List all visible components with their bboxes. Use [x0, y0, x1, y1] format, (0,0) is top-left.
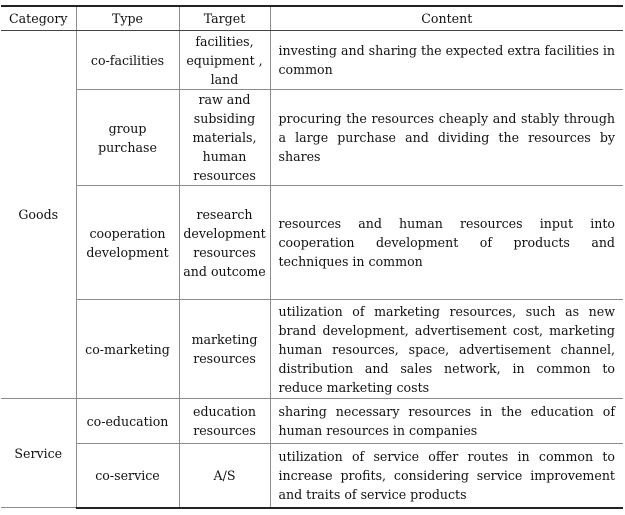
type-cell: cooperation development: [76, 186, 179, 300]
category-service: Service: [1, 399, 76, 508]
table-row: [1, 300, 623, 399]
table-row: [1, 399, 623, 444]
type-cell: group purchase: [76, 90, 179, 186]
content-cell: utilization of marketing resources, such as new brand development, advertisement cost, marketing human resources, space, advertisement channel, distribution and sales network, in common to reduce marketing costs: [270, 300, 623, 399]
target-cell: facilities, equipment , land: [179, 31, 270, 90]
cooperation-table: [1, 5, 623, 509]
type-cell: co-service: [76, 444, 179, 508]
table-row: [1, 186, 623, 300]
header-category: Category: [1, 6, 76, 31]
header-type: Type: [76, 6, 179, 31]
category-goods: Goods: [1, 31, 76, 399]
target-cell: research development resources and outcome: [179, 186, 270, 300]
target-cell: education resources: [179, 399, 270, 444]
header-row: [1, 6, 623, 31]
table-row: [1, 90, 623, 186]
table-row: [1, 31, 623, 90]
header-content: Content: [270, 6, 623, 31]
header-target: Target: [179, 6, 270, 31]
type-cell: co-education: [76, 399, 179, 444]
content-cell: sharing necessary resources in the education of human resources in companies: [270, 399, 623, 444]
content-cell: utilization of service offer routes in common to increase profits, considering service improvement and traits of service products: [270, 444, 623, 508]
type-cell: co-facilities: [76, 31, 179, 90]
type-cell: co-marketing: [76, 300, 179, 399]
content-cell: procuring the resources cheaply and stably through a large purchase and dividing the resources by shares: [270, 90, 623, 186]
table-row: [1, 444, 623, 508]
target-cell: A/S: [179, 444, 270, 508]
content-cell: resources and human resources input into cooperation development of products and techniques in common: [270, 186, 623, 300]
target-cell: marketing resources: [179, 300, 270, 399]
content-cell: investing and sharing the expected extra facilities in common: [270, 31, 623, 90]
target-cell: raw and subsiding materials, human resources: [179, 90, 270, 186]
